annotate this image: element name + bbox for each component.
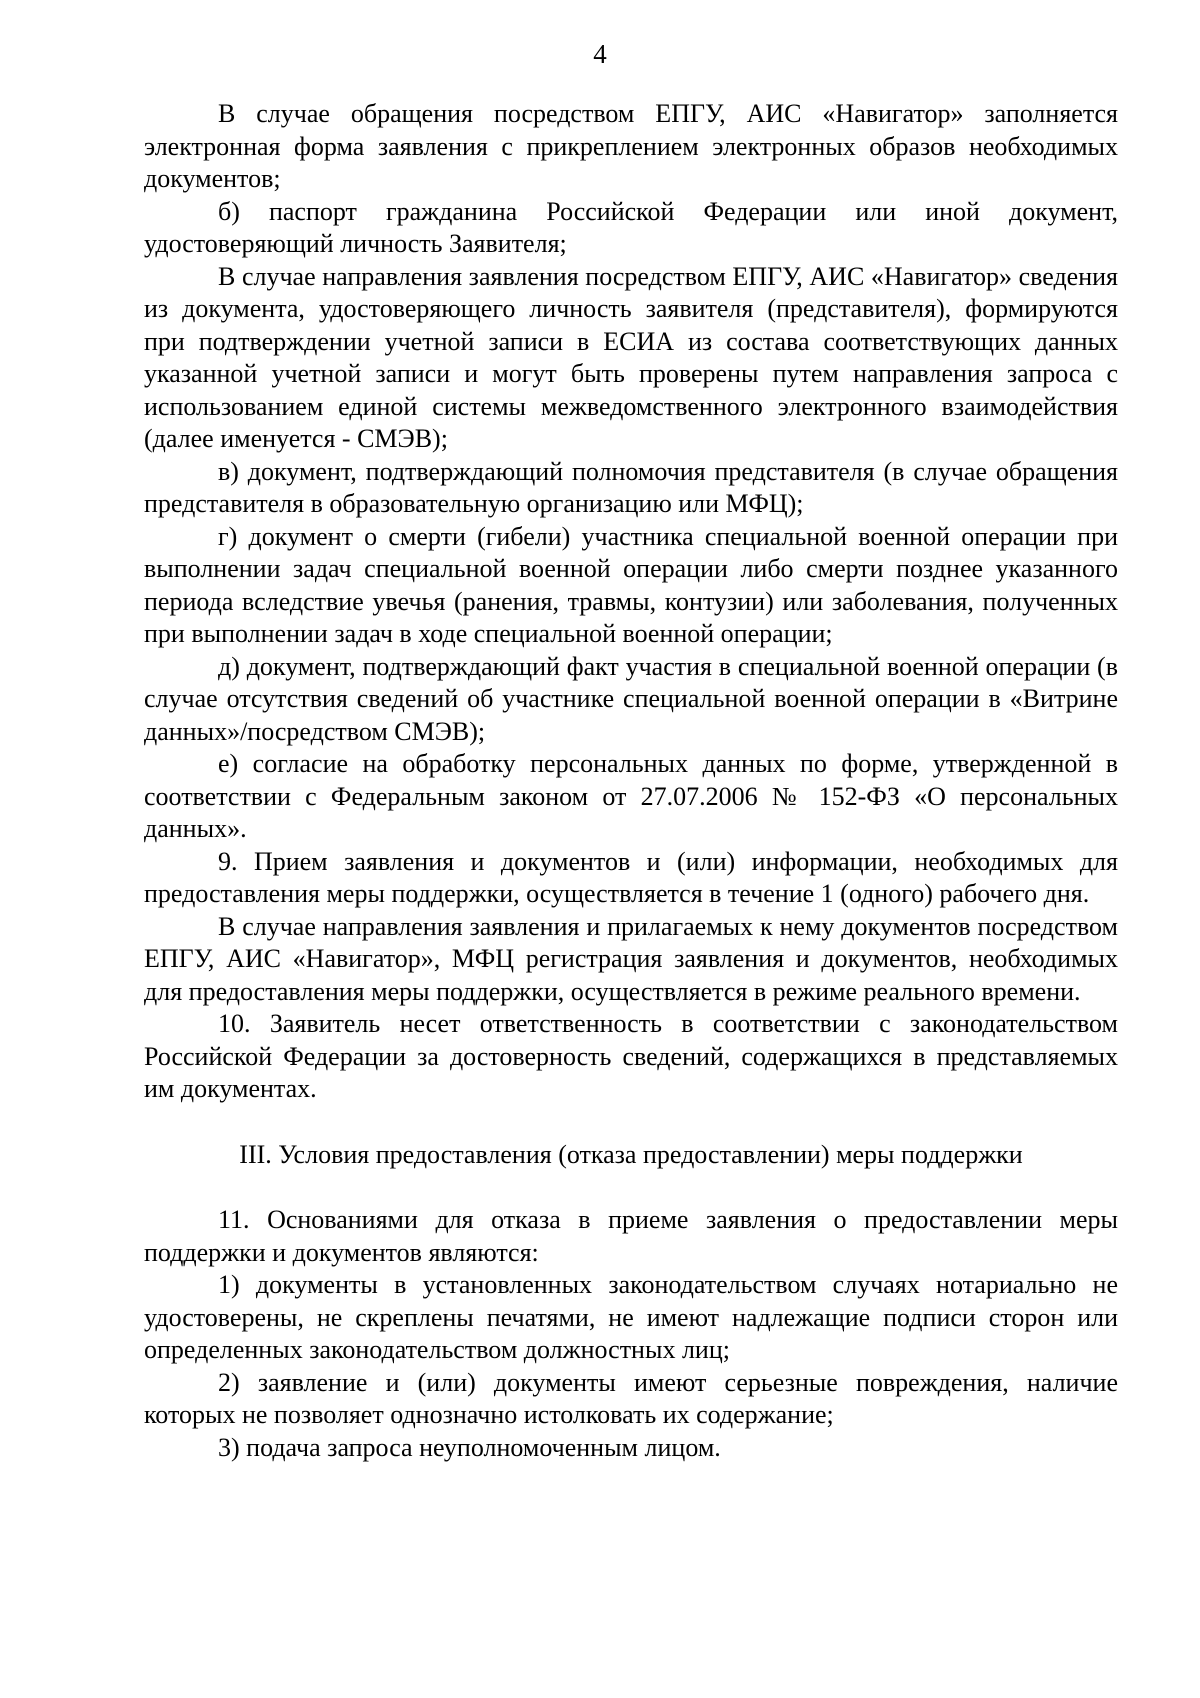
paragraph: 1) документы в установленных законодательством случаях нотариально не удостоверены, не скреплены печатями, не имеют надлежащие подписи сторон или определенных законодательством должностных лиц; xyxy=(144,1270,1118,1364)
document-body xyxy=(144,98,1118,1464)
page-number: 4 xyxy=(593,39,607,69)
paragraph: В случае направления заявления и прилагаемых к нему документов посредством ЕПГУ, АИС «Навигатор», МФЦ регистрация заявления и документов, необходимых для предоставления меры поддержки, осуществляется в режиме реального времени. xyxy=(144,911,1118,1006)
paragraph: в) документ, подтверждающий полномочия представителя (в случае обращения представителя в образовательную организацию или МФЦ); xyxy=(144,456,1118,518)
section-heading: III. Условия предоставления (отказа предоставлении) меры поддержки xyxy=(239,1139,1023,1169)
paragraph: 9. Прием заявления и документов и (или) информации, необходимых для предоставления меры поддержки, осуществляется в течение 1 (одного) рабочего дня. xyxy=(144,846,1118,908)
paragraph: 10. Заявитель несет ответственность в соответствии с законодательством Российской Федерации за достоверность сведений, содержащихся в представляемых им документах. xyxy=(144,1009,1118,1103)
paragraph: е) согласие на обработку персональных данных по форме, утвержденной в соответствии с Федеральным законом от 27.07.2006 № 152-ФЗ «О персональных данных». xyxy=(144,749,1118,843)
paragraph: В случае обращения посредством ЕПГУ, АИС «Навигатор» заполняется электронная форма заявления с прикреплением электронных образов необходимых документов; xyxy=(144,99,1118,193)
paragraph: 2) заявление и (или) документы имеют серьезные повреждения, наличие которых не позволяет однозначно истолковать их содержание; xyxy=(144,1367,1118,1429)
paragraph: 11. Основаниями для отказа в приеме заявления о предоставлении меры поддержки и документов являются: xyxy=(144,1205,1118,1267)
paragraph: б) паспорт гражданина Российской Федерации или иной документ, удостоверяющий личность Заявителя; xyxy=(144,196,1118,258)
paragraph: В случае направления заявления посредством ЕПГУ, АИС «Навигатор» сведения из документа, удостоверяющего личность заявителя (представителя), формируются при подтверждении учетной записи в ЕСИА из состава соответствующих данных указанной учетной записи и могут быть проверены путем направления запроса с использованием единой системы межведомственного электронного взаимодействия (далее именуется - СМЭВ); xyxy=(144,261,1118,453)
paragraph: д) документ, подтверждающий факт участия в специальной военной операции (в случае отсутствия сведений об участнике специальной военной операции в «Витрине данных»/посредством СМЭВ); xyxy=(144,651,1118,746)
paragraph: г) документ о смерти (гибели) участника специальной военной операции при выполнении задач специальной военной операции либо смерти позднее указанного периода вследствие увечья (ранения, травмы, контузии) или заболевания, полученных при выполнении задач в ходе специальной военной операции; xyxy=(144,521,1118,648)
paragraph: 3) подача запроса неуполномоченным лицом. xyxy=(218,1432,721,1462)
